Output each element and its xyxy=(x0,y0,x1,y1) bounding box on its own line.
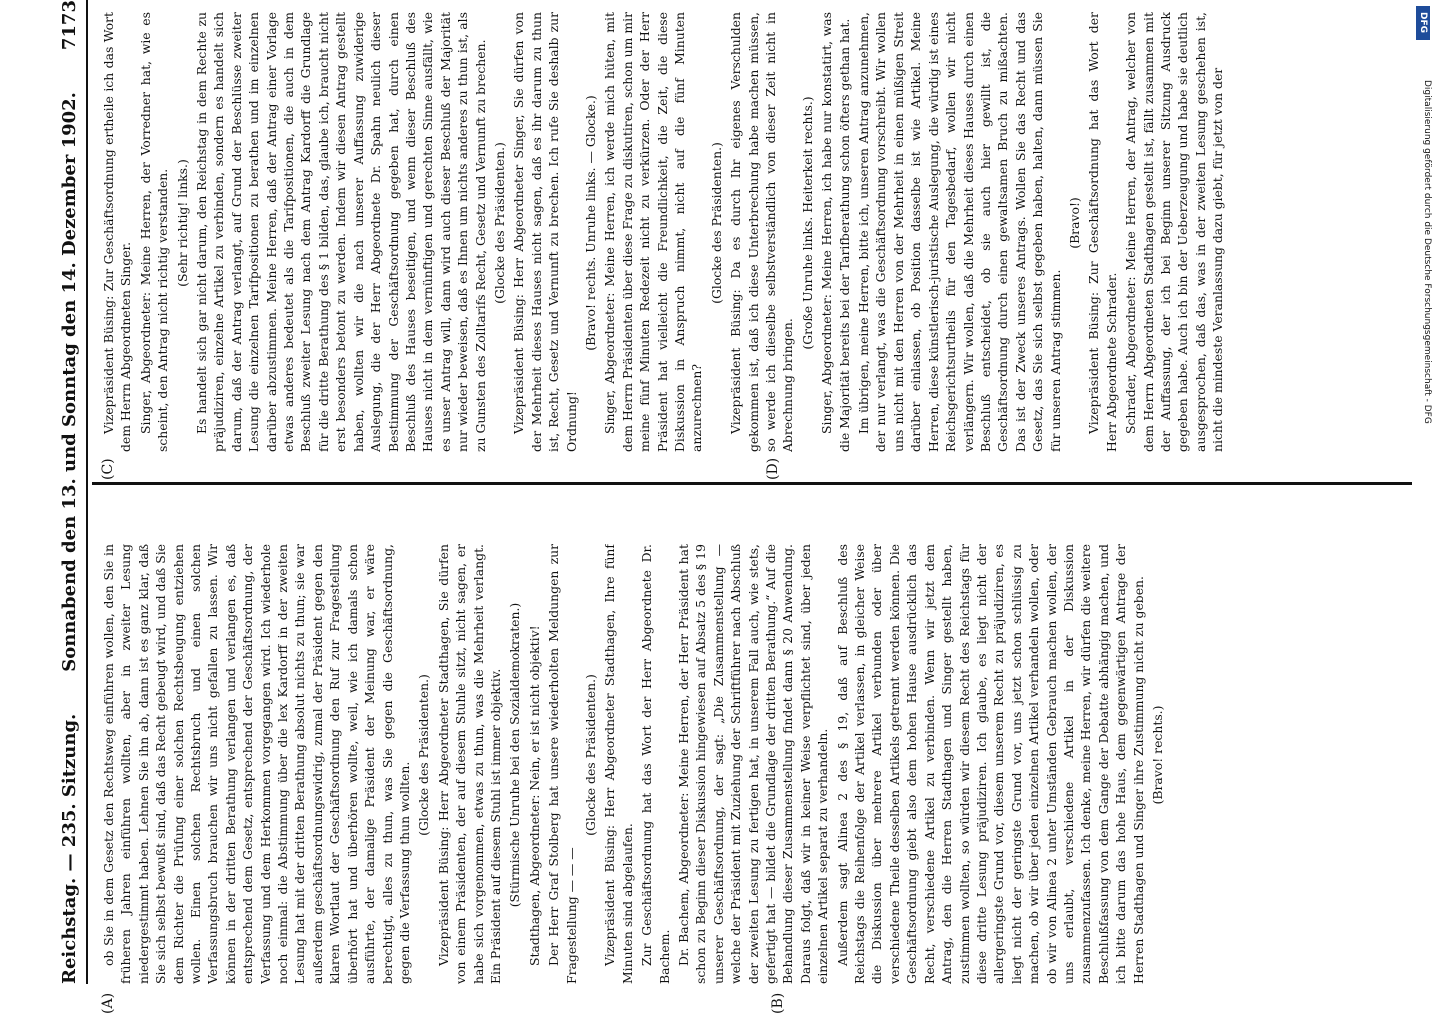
paragraph: (Bravo! rechts. Unruhe links. — Glocke.) xyxy=(582,95,598,351)
paragraph: Vizepräsident Büsing: Zur Geschäftsordnung hat das Wort der Herr Abgeordnete Schrader. xyxy=(1086,12,1119,452)
margin-mark-b: (B) xyxy=(770,992,786,1014)
rotated-page-content xyxy=(30,0,1410,1014)
paragraph: Dr. Bachem, Abgeordneter: Meine Herren, der Herr Präsident hat schon zu Beginn dieser Diskussion hingewiesen auf Absatz 5 des § 19 unserer Geschäftsordnung, der sagt: „Die Zusammenstellung — welche der Präsident mit Zuziehung der Schriftführer nach Abschluß der zweiten Lesung zu fertigen hat, in unserem Fall auch, wie stets, gefertigt hat — bildet die Grundlage der dritten Berathung.“ Auf die Behandlung dieser Zusammenstellung findet dann § 20 Anwendung. Daraus folgt, daß wir in keiner Weise verpflichtet sind, über jeden einzelnen Artikel separat zu verhandeln. xyxy=(676,544,831,984)
paragraph: Im übrigen, meine Herren, bitte ich, unseren Antrag anzunehmen, der nur verlangt, was die Geschäftsordnung vorschreibt. Wir wollen uns nicht mit den Herren von der Mehrheit in einen müßigen Streit darüber einlassen, ob Position dasselbe ist wie Artikel. Meine Herren, diese künstlerisch-juristische Auslegung, die würdig ist eines Reichsgerichtsurtheils für den Tagesbedarf, wollen wir nicht verlängern. Wir wollen, daß die Mehrheit dieses Hauses durch einen Beschluß entscheidet, ob sie auch hier gewillt ist, die Geschäftsordnung durch einen gewaltsamen Bruch zu mißachten. Das ist der Zweck unseres Antrags. Wollen Sie das Recht und das Gesetz, das Sie sich selbst gegeben haben, halten, dann müssen Sie für unseren Antrag stimmen. xyxy=(856,12,1063,452)
page-number: 7173 xyxy=(58,0,80,51)
paragraph: (Glocke des Präsidenten.) xyxy=(491,142,507,304)
margin-mark-a: (A) xyxy=(100,992,116,1014)
paragraph: Vizepräsident Büsing: Da es durch Ihr eigenes Verschulden gekommen ist, daß ich diese Unterbrechung habe machen müssen, so werde ich dieselbe selbstverständlich von dieser Zeit nicht in Abrechnung bringen. xyxy=(728,12,796,452)
paragraph: Vizepräsident Büsing: Zur Geschäftsordnung ertheile ich das Wort dem Herrn Abgeordneten Singer. xyxy=(101,12,134,452)
dfg-logo: DFG xyxy=(1416,6,1430,40)
paragraph: Vizepräsident Büsing: Herr Abgeordneter Singer, Sie dürfen von der Mehrheit dieses Hauses nicht sagen, daß es ihr darum zu thun ist, Recht, Gesetz und Vernunft zu brechen. Ich rufe Sie deshalb zur Ordnung! xyxy=(511,12,579,452)
margin-mark-c: (C) xyxy=(100,458,116,480)
paragraph: Außerdem sagt Alinea 2 des § 19, daß auf Beschluß des Reichstags die Reihenfolge der Artikel verlassen, in gleicher Weise die Diskussion über mehrere Artikel verbunden oder über verschiedene Theile desselben Artikels getrennt werden können. Die Geschäftsordnung giebt also dem hohen Hause ausdrücklich das Recht, verschiedene Artikel zu verbinden. Wenn wir jetzt dem Antrag, den die Herren Stadthagen und Singer gestellt haben, zustimmen wollten, so würden wir diesem Recht des Reichstags für diese dritte Lesung präjudiziren. Ich glaube, es liegt nicht der allergeringste Grund vor, diesem unserem Recht zu präjudiziren, es liegt nicht der geringste Grund vor, uns jetzt schon schlüssig zu machen, ob wir über jeden einzelnen Artikel verhandeln wollen, oder ob wir von Alinea 2 unter Umständen Gebrauch machen wollen, der uns erlaubt, verschiedene Artikel in der Diskussion zusammenzufassen. Ich denke, meine Herren, wir dürfen die weitere Beschlußfassung von dem Gange der Debatte abhängig machen, und ich bitte darum das hohe Haus, dem gegenwärtigen Antrage der Herren Stadthagen und Singer ihre Zustimmung nicht zu geben. xyxy=(834,544,1146,984)
paragraph: Singer, Abgeordneter: Meine Herren, der Vorredner hat, wie es scheint, den Antrag nicht richtig verstanden. xyxy=(137,12,171,452)
paragraph: Der Herr Graf Stolberg hat unsere wiederholten Meldungen zur Fragestellung — — — xyxy=(546,544,579,984)
paragraph: Vizepräsident Büsing: Herr Abgeordneter Stadthagen, Ihre fünf Minuten sind abgelaufen. xyxy=(602,544,635,984)
paragraph: (Bravo!) xyxy=(1066,197,1082,249)
paragraph: (Sehr richtig! links.) xyxy=(174,159,190,287)
paragraph: (Glocke des Präsidenten.) xyxy=(416,674,432,836)
paragraph: ob Sie in dem Gesetz den Rechtsweg einführen wollen, den Sie in früheren Jahren einführen wollten, aber in zweiter Lesung niedergestimmt haben. Lehnen Sie ihn ab, dann ist es ganz klar, daß Sie sich selbst bewußt sind, daß das Recht gebeugt wird, und daß Sie dem Richter die Prüfung einer solchen Rechtsbeugung entziehen wollen. Einen solchen Rechtsbruch und einen solchen Verfassungsbruch brauchen wir uns nicht gefallen zu lassen. Wir können in der dritten Berathung verlangen und verlangen es, daß entsprechend dem Gesetz, entsprechend der Geschäftsordnung, der Verfassung und dem Herkommen vorgegangen wird. Ich wiederhole noch einmal: die Abstimmung über die lex Kardorff in der zweiten Lesung hat mit der dritten Berathung absolut nichts zu thun; sie war außerdem geschäftsordnungswidrig, zumal der Präsident gegen den klaren Wortlaut der Geschäftsordnung den Ruf zur Fragestellung überhört hat und überhören wollte, weil, wie ich damals schon ausführte, der damalige Präsident der Meinung war, er wäre berechtigt, alles zu thun, was Sie gegen die Geschäftsordnung, gegen die Verfassung thun wollten. xyxy=(101,544,412,984)
paragraph: Vizepräsident Büsing: Herr Abgeordneter Stadthagen, Sie dürfen von einem Präsidenten, der auf diesem Stuhle sitzt, nicht sagen, er habe sich vorgenommen, etwas zu thun, was die Mehrheit verlangt. Ein Präsident auf diesem Stuhl ist immer objektiv. xyxy=(435,544,503,984)
paragraph: Singer, Abgeordneter: Meine Herren, ich habe nur konstatirt, was die Majorität bereits bei der Tarifberathung schon öfters gethan hat. xyxy=(819,12,852,452)
paragraph: (Glocke des Präsidenten.) xyxy=(708,142,724,304)
paragraph: Stadthagen, Abgeordneter: Nein, er ist nicht objektiv! xyxy=(526,625,542,966)
paragraph: Singer, Abgeordneter: Meine Herren, ich werde mich hüten, mit dem Herrn Präsidenten über diese Frage zu diskutiren, schon um mir meine fünf Minuten Redezeit nicht zu verkürzen. Oder der Herr Präsident hat vielleicht die Freundlichkeit, die Zeit, die diese Diskussion in Anspruch nimmt, nicht auf die fünf Minuten anzurechnen? xyxy=(602,12,705,452)
header-center: Sonnabend den 13. und Sonntag den 14. Dezember 1902. xyxy=(58,92,80,672)
header-rule xyxy=(86,0,88,984)
margin-mark-d: (D) xyxy=(765,457,781,480)
right-column xyxy=(100,12,1390,452)
paragraph: (Stürmische Unruhe bei den Sozialdemokraten.) xyxy=(507,602,523,908)
column-divider xyxy=(92,482,1412,485)
paragraph: Es handelt sich gar nicht darum, den Reichstag in dem Rechte zu präjudiziren, einzelne Artikel zu verbinden, sondern es handelt sich darum, daß der Antrag verlangt, auf Grund der Beschlüsse zweiter Lesung die einzelnen Tarifpositionen zu berathen und im einzelnen darüber abzustimmen. Meine Herren, daß der Antrag einer Vorlage etwas anderes bedeutet als die Tarifpositionen, die auch in dem Beschluß zweiter Lesung nach dem Antrag Kardorff die Grundlage für die dritte Berathung des § 1 bilden, das, glaube ich, braucht nicht erst besonders betont zu werden. Indem wir diesen Antrag gestellt haben, wollten wir die nach unserer Auffassung zuwiderige Auslegung, die der Herr Abgeordnete Dr. Spahn neulich dieser Bestimmung der Geschäftsordnung gegeben hat, durch einen Beschluß des Hauses beseitigen, und wenn dieser Beschluß des Hauses nicht in dem vernünftigen und gerechten Sinne ausfällt, wie es unser Antrag will, dann wird auch dieser Beschluß der Majorität nur wieder beweisen, daß es Ihnen um nichts anderes zu thun ist, als zu Gunsten des Zolltarifs Recht, Gesetz und Vernunft zu brechen. xyxy=(194,12,488,452)
side-note-strip xyxy=(1414,40,1432,1000)
header-left: Reichstag. — 235. Sitzung. xyxy=(58,713,80,984)
page-header xyxy=(54,0,84,984)
paragraph: (Große Unruhe links. Heiterkeit rechts.) xyxy=(799,96,815,350)
paragraph: Zur Geschäftsordnung hat das Wort der Herr Abgeordnete Dr. Bachem. xyxy=(639,544,672,984)
left-column xyxy=(100,544,1390,984)
paragraph: Schrader, Abgeordneter: Meine Herren, der Antrag, welcher von dem Herrn Abgeordneten Stadthagen gestellt ist, fällt zusammen mit der Auffassung, der ich bei Beginn unserer Sitzung Ausdruck gegeben habe. Auch ich bin der Ueberzeugung und habe sie deutlich ausgesprochen, daß das, was in der zweiten Lesung geschehen ist, nicht die mindeste Veranlassung dazu giebt, für jetzt von der xyxy=(1123,12,1226,452)
paragraph: (Glocke des Präsidenten.) xyxy=(582,674,598,836)
side-note: Digitalisierung gefördert durch die Deutsche Forschungsgemeinschaft - DFG xyxy=(1422,80,1432,424)
paragraph: (Bravo! rechts.) xyxy=(1149,705,1165,805)
